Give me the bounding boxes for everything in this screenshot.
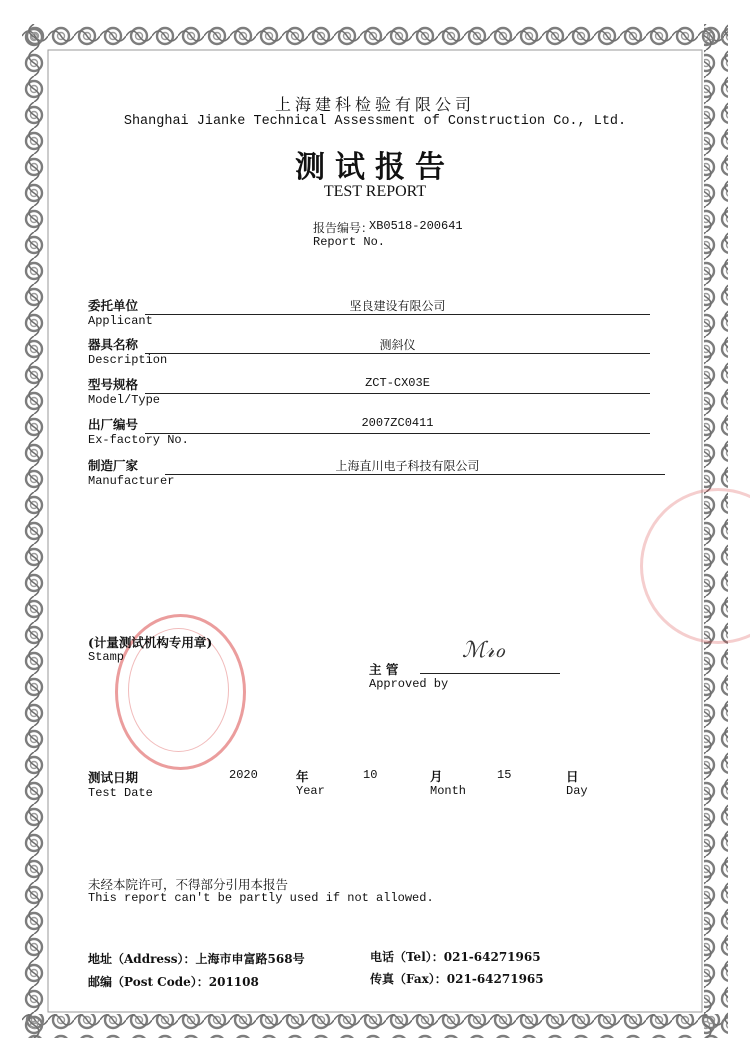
footer-post-code: 邮编（Post Code）：201108 — [88, 975, 259, 989]
model-label-zh: 型号规格 — [88, 377, 139, 392]
report-no-label-zh: 报告编号： — [313, 221, 374, 235]
company-name-zh: 上海建科检验有限公司 — [274, 95, 475, 114]
approved-by-label-en: Approved by — [369, 677, 449, 691]
ex-factory-underline — [145, 433, 650, 434]
test-date-year-value: 2020 — [229, 768, 258, 782]
stamp-label-en: Stamp — [88, 650, 125, 664]
test-date-year-label-en: Year — [296, 784, 325, 798]
test-date-day-label-en: Day — [566, 784, 588, 798]
applicant-value: 坚良建设有限公司 — [349, 299, 446, 313]
test-date-label-zh: 测试日期 — [88, 770, 139, 785]
model-underline — [145, 393, 650, 394]
description-underline — [145, 353, 650, 354]
notice-zh: 未经本院许可，不得部分引用本报告 — [88, 877, 289, 892]
test-date-month-value: 10 — [363, 768, 378, 782]
company-name-en: Shanghai Jianke Technical Assessment of Construction Co., Ltd. — [123, 114, 627, 129]
test-date-day-value: 15 — [497, 768, 512, 782]
description-label-zh: 器具名称 — [88, 337, 139, 352]
report-title-en: TEST REPORT — [323, 183, 427, 200]
description-value: 测斜仪 — [379, 338, 416, 352]
notice-en: This report can't be partly used if not allowed. — [88, 891, 434, 905]
report-no-value: XB0518-200641 — [369, 219, 463, 233]
applicant-underline — [145, 314, 650, 315]
manufacturer-underline — [165, 474, 665, 475]
test-date-label-en: Test Date — [88, 786, 153, 800]
model-value: ZCT-CX03E — [365, 376, 430, 390]
stamp-label-zh: (计量测试机构专用章) — [88, 635, 213, 650]
test-date-day-label-zh: 日 — [566, 769, 579, 784]
test-date-month-label-zh: 月 — [430, 769, 443, 784]
applicant-label-zh: 委托单位 — [88, 298, 139, 313]
approver-signature: ℳ𝓇ℴ — [462, 638, 505, 663]
model-label-en: Model/Type — [88, 393, 161, 407]
test-date-month-label-en: Month — [430, 784, 467, 798]
footer-address: 地址（Address）：上海市申富路568号 — [88, 952, 305, 966]
manufacturer-label-en: Manufacturer — [88, 474, 175, 488]
ex-factory-label-zh: 出厂编号 — [88, 417, 139, 432]
approved-by-underline — [420, 673, 560, 674]
ex-factory-value: 2007ZC0411 — [361, 416, 434, 430]
footer-fax: 传真（Fax）：021-64271965 — [370, 972, 544, 986]
report-title-zh: 测试报告 — [295, 150, 455, 185]
applicant-label-en: Applicant — [88, 314, 153, 328]
approved-by-label-zh: 主 管 — [369, 662, 399, 677]
description-label-en: Description — [88, 353, 168, 367]
footer-tel: 电话（Tel）：021-64271965 — [370, 950, 541, 964]
manufacturer-value: 上海直川电子科技有限公司 — [335, 459, 480, 473]
manufacturer-label-zh: 制造厂家 — [88, 458, 139, 473]
ex-factory-label-en: Ex-factory No. — [88, 433, 189, 447]
test-date-year-label-zh: 年 — [296, 769, 309, 784]
report-no-label-en: Report No. — [313, 235, 386, 249]
